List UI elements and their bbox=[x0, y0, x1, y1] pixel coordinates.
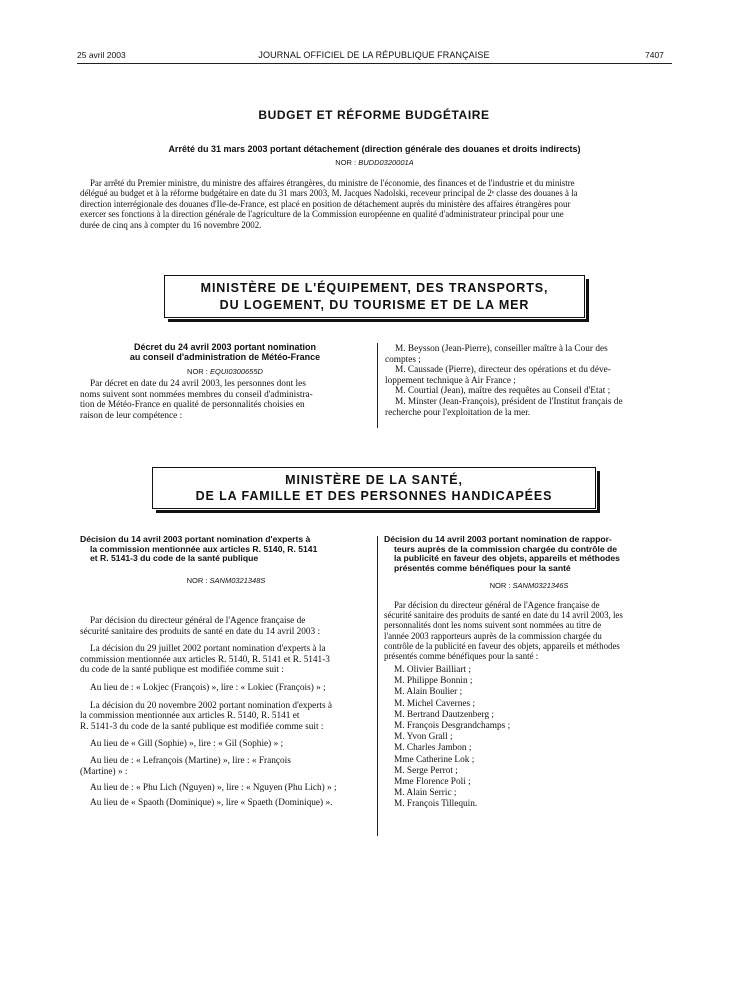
list-item: M. Philippe Bonnin ; bbox=[394, 676, 473, 687]
body-line: (Martine) » : bbox=[80, 766, 128, 777]
member-line: comptes ; bbox=[385, 354, 421, 365]
body-line: Au lieu de « Spaoth (Dominique) », lire « Spaeth (Dominique) ». bbox=[90, 797, 333, 808]
list-item: M. Bertrand Dautzenberg ; bbox=[394, 709, 494, 720]
decret-title-line: Décret du 24 avril 2003 portant nomination bbox=[133, 342, 317, 352]
body-line: Au lieu de : « Lefrançois (Martine) », lire : « François bbox=[90, 755, 291, 766]
decret-title bbox=[80, 343, 370, 362]
decret-line: raison de leur compétence : bbox=[80, 410, 183, 421]
body-line: contrôle de la publicité en faveur des objets, appareils et méthodes bbox=[384, 640, 620, 651]
list-item: M. Alain Serric ; bbox=[394, 788, 457, 799]
ministry-box-equipement bbox=[164, 275, 585, 318]
decret-line: tion de Météo-France en qualité de personnalités choisies en bbox=[80, 400, 305, 411]
header-date: 25 avril 2003 bbox=[77, 50, 126, 60]
list-item: M. Michel Cavernes ; bbox=[394, 698, 476, 709]
nor-label: NOR : bbox=[335, 158, 357, 167]
arrete-line: délégué au budget et à la réforme budgétaire en date du 31 mars 2003, M. Jacques Nadolski, receveur principal de 2ᵉ classe des douanes à la bbox=[80, 188, 578, 199]
member-line: M. Caussade (Pierre), directeur des opérations et du déve- bbox=[395, 365, 611, 376]
body-line: Par décision du directeur général de l'Agence française de bbox=[394, 600, 600, 610]
column-divider bbox=[377, 536, 378, 836]
decret-line: noms suivent sont nommées membres du conseil d'administra- bbox=[80, 389, 313, 400]
member-line: M. Beysson (Jean-Pierre), conseiller maître à la Cour des bbox=[395, 344, 608, 354]
list-item: M. Olivier Bailliart ; bbox=[394, 665, 471, 675]
nor-code: BUDD0320001A bbox=[358, 158, 414, 167]
body-line: la commission mentionnée aux articles R. 5140, R. 5141 et bbox=[80, 711, 300, 722]
decret-members bbox=[385, 344, 673, 418]
body-line: commission mentionnée aux articles R. 5140, R. 5141 et R. 5141-3 bbox=[80, 654, 330, 665]
decret-body bbox=[80, 379, 370, 421]
arrete-line: direction interrégionale des douanes d'Ile-de-France, est placé en position de détachement auprès du ministère des affaires étrangères pour bbox=[80, 198, 571, 209]
decision-title-line: et R. 5141-3 du code de la santé publique bbox=[90, 553, 259, 564]
list-item: M. Serge Perrot ; bbox=[394, 765, 458, 776]
body-line: l'année 2003 rapporteurs auprès de la commission chargée du bbox=[384, 630, 602, 641]
member-line: M. Minster (Jean-François), président de l'Institut français de bbox=[395, 396, 623, 407]
decision-title-line: présentés comme bénéfiques pour la santé bbox=[394, 562, 571, 573]
decision-title-line: Décision du 14 avril 2003 portant nomination d'experts à bbox=[80, 534, 311, 544]
body-line: Par décision du directeur général de l'Agence française de bbox=[90, 616, 306, 626]
decision-title-line: Décision du 14 avril 2003 portant nomination de rappor- bbox=[384, 534, 612, 544]
decision-title-line: la commission mentionnée aux articles R. 5140, R. 5141 bbox=[90, 543, 318, 554]
nor-label: NOR : bbox=[186, 576, 208, 585]
header-rule bbox=[77, 63, 672, 64]
list-item: M. Charles Jambon ; bbox=[394, 743, 472, 754]
rapporteurs-list bbox=[394, 665, 674, 811]
nor-reference-experts bbox=[80, 576, 372, 585]
nor-code: EQUI0300655D bbox=[209, 367, 263, 376]
header-page-number: 7407 bbox=[645, 50, 664, 60]
nor-code: SANM0321348S bbox=[209, 576, 266, 585]
body-line: sécurité sanitaire des produits de santé en date du 14 avril 2003, les bbox=[384, 610, 623, 621]
list-item: M. François Tillequin. bbox=[394, 799, 478, 810]
decision-title-line: teurs auprès de la commission chargée du contrôle de bbox=[394, 543, 618, 554]
column-divider bbox=[377, 343, 378, 428]
nor-reference-rapporteurs bbox=[384, 581, 674, 590]
nor-reference-budget bbox=[77, 158, 672, 167]
body-line: personnalités dont les noms suivent sont nommées au titre de bbox=[384, 620, 602, 631]
nor-reference-decret bbox=[80, 367, 370, 376]
arrete-line: Par arrêté du Premier ministre, du ministre des affaires étrangères, du ministre de l'économie, des finances et de l'industrie et du ministre bbox=[90, 178, 575, 188]
arrete-line: durée de cinq ans à compter du 16 novembre 2002. bbox=[80, 219, 262, 230]
member-line: recherche pour l'exploitation de la mer. bbox=[385, 407, 531, 418]
body-line: sécurité sanitaire des produits de santé en date du 14 avril 2003 : bbox=[80, 626, 321, 637]
section-title-budget: BUDGET ET RÉFORME BUDGÉTAIRE bbox=[258, 108, 490, 122]
ministry-name-line1: MINISTÈRE DE L'ÉQUIPEMENT, DES TRANSPORTS, bbox=[200, 281, 549, 295]
ministry-name-line1: MINISTÈRE DE LA SANTÉ, bbox=[285, 473, 463, 487]
body-line: du code de la santé publique est modifiée comme suit : bbox=[80, 665, 284, 676]
decision-rapporteurs-body bbox=[384, 600, 674, 661]
nor-code: SANM0321346S bbox=[512, 581, 569, 590]
decret-line: Par décret en date du 24 avril 2003, les personnes dont les bbox=[90, 379, 306, 389]
ministry-name-line2: DE LA FAMILLE ET DES PERSONNES HANDICAPÉES bbox=[195, 489, 553, 503]
body-line: R. 5141-3 du code de la santé publique est modifiée comme suit : bbox=[80, 721, 324, 732]
decision-rapporteurs-title bbox=[384, 535, 674, 573]
decision-title-line: la publicité en faveur des objets, appareils et méthodes bbox=[394, 553, 620, 564]
body-line: Au lieu de « Gill (Sophie) », lire : « Gil (Sophie) » ; bbox=[90, 739, 284, 750]
article-title-arrete: Arrêté du 31 mars 2003 portant détachement (direction générale des douanes et droits indirects) bbox=[168, 144, 581, 154]
nor-label: NOR : bbox=[489, 581, 511, 590]
decret-title-line: au conseil d'administration de Météo-France bbox=[129, 351, 321, 362]
arrete-line: exercer ses fonctions à la direction générale de l'agriculture de la Commission européenne en qualité d'administrateur principal pour une bbox=[80, 209, 564, 220]
decision-experts-body bbox=[80, 616, 372, 808]
list-item: Mme Catherine Lok ; bbox=[394, 754, 475, 765]
ministry-box-sante bbox=[152, 467, 596, 509]
list-item: Mme Florence Poli ; bbox=[394, 777, 471, 788]
body-line: Au lieu de : « Phu Lich (Nguyen) », lire : « Nguyen (Phu Lich) » ; bbox=[90, 783, 337, 794]
member-line: loppement technique à Air France ; bbox=[385, 375, 516, 386]
body-line: La décision du 29 juillet 2002 portant nomination d'experts à la bbox=[90, 644, 326, 655]
body-line: Au lieu de : « Lokjec (François) », lire : « Lokiec (François) » ; bbox=[90, 682, 326, 693]
arrete-body bbox=[80, 178, 672, 230]
body-line: La décision du 20 novembre 2002 portant nomination d'experts à bbox=[90, 700, 333, 711]
list-item: M. François Desgrandchamps ; bbox=[394, 721, 511, 732]
ministry-name-line2: DU LOGEMENT, DU TOURISME ET DE LA MER bbox=[219, 298, 530, 312]
decision-experts-title bbox=[80, 535, 372, 564]
nor-label: NOR : bbox=[187, 367, 208, 376]
list-item: M. Alain Boulier ; bbox=[394, 687, 463, 698]
header-journal-title: JOURNAL OFFICIEL DE LA RÉPUBLIQUE FRANÇAISE bbox=[258, 50, 490, 60]
body-line: présentés comme bénéfiques pour la santé : bbox=[384, 651, 539, 662]
member-line: M. Courtial (Jean), maître des requêtes au Conseil d'Etat ; bbox=[395, 386, 611, 397]
list-item: M. Yvon Grall ; bbox=[394, 732, 453, 743]
